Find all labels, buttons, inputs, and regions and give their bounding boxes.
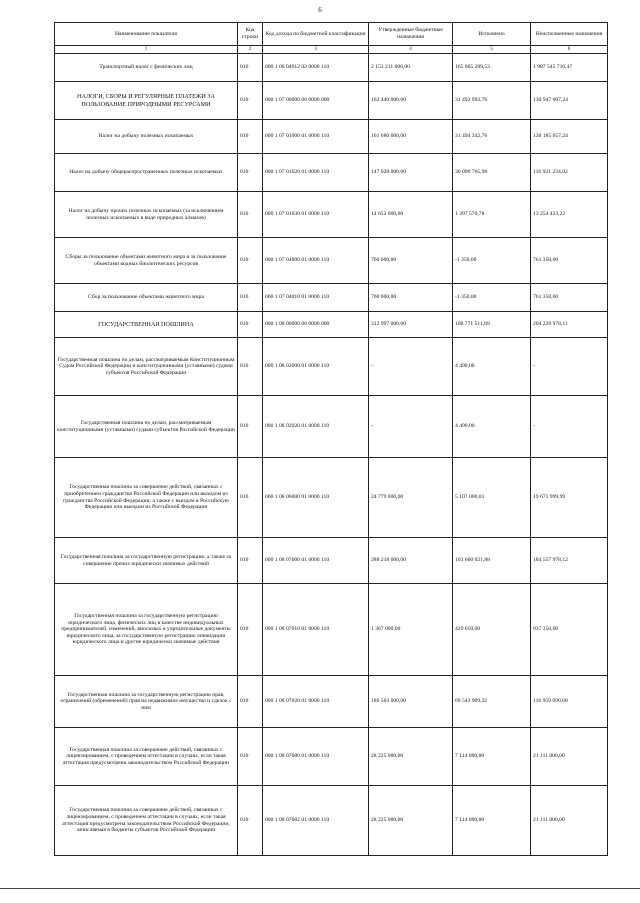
line-code: 010 — [238, 312, 263, 338]
line-code: 010 — [238, 192, 263, 238]
approved-value: 28 225 000,00 — [369, 728, 453, 786]
line-code: 010 — [238, 396, 263, 458]
approved-value: 760 000,00 — [369, 284, 453, 312]
line-code: 010 — [238, 728, 263, 786]
table-row — [55, 120, 608, 154]
unexecuted-value: 761 350,00 — [531, 284, 608, 312]
table-row — [55, 584, 608, 676]
income-code: 000 1 08 07080 01 0000 110 — [263, 728, 369, 786]
table-row — [55, 312, 608, 338]
indicator-name: НАЛОГИ, СБОРЫ И РЕГУЛЯРНЫЕ ПЛАТЕЖИ ЗА ПОЛЬЗОВАНИЕ ПРИРОДНЫМИ РЕСУРСАМИ — [55, 82, 238, 120]
column-number: 1 — [55, 46, 238, 54]
approved-value: 24 779 000,00 — [369, 458, 453, 538]
indicator-name: Сбор за пользование объектами животного мира — [55, 284, 238, 312]
unexecuted-value: 21 111 000,00 — [531, 786, 608, 856]
line-code: 010 — [238, 786, 263, 856]
approved-value: 162 440 000,00 — [369, 82, 453, 120]
column-number: 6 — [531, 46, 608, 54]
executed-value: 30 096 765,98 — [453, 154, 531, 192]
table-row — [55, 192, 608, 238]
table-row — [55, 676, 608, 728]
indicator-name: Государственная пошлина за совершение действий, связанных с лицензированием, с проведением аттестации в случаях, если такая аттестация предусмотрена законодательством Российской Федерации — [55, 728, 238, 786]
approved-value: 288 218 000,00 — [369, 538, 453, 584]
executed-value: 31 492 992,76 — [453, 82, 531, 120]
approved-value: 161 680 000,00 — [369, 120, 453, 154]
executed-value: 1 397 576,78 — [453, 192, 531, 238]
unexecuted-value: 21 111 000,00 — [531, 728, 608, 786]
table-row — [55, 284, 608, 312]
indicator-name: Сборы за пользование объектами животного мира и за пользование объектами водных биологических ресурсов — [55, 238, 238, 284]
line-code: 010 — [238, 284, 263, 312]
table-row — [55, 338, 608, 396]
table-row — [55, 82, 608, 120]
indicator-name: ГОСУДАРСТВЕННАЯ ПОШЛИНА — [55, 312, 238, 338]
income-code: 000 1 06 04012 02 0000 110 — [263, 54, 369, 82]
line-code: 010 — [238, 458, 263, 538]
income-code: 000 1 08 00000 00 0000 000 — [263, 312, 369, 338]
executed-value: 429 650,00 — [453, 584, 531, 676]
income-code: 000 1 07 00000 00 0000 000 — [263, 82, 369, 120]
unexecuted-value: 204 229 978,11 — [531, 312, 608, 338]
unexecuted-value: 116 959 090,68 — [531, 676, 608, 728]
indicator-name: Государственная пошлина по делам, рассматриваемым Конституционным Судом Российской Федерации и конституционными (уставными) судами субъектов Российской Федерации — [55, 338, 238, 396]
executed-value: 4 490,00 — [453, 396, 531, 458]
income-code: 000 1 07 01020 01 0000 110 — [263, 154, 369, 192]
indicator-name: Государственная пошлина за государственную регистрацию юридического лица, физических лиц в качестве индивидуальных предпринимателей, изменений, вносимых в учредительные документы юридического лица, за государственную регистрацию ликвидации юридического лица и другие юридически значимые действия — [55, 584, 238, 676]
indicator-name: Государственная пошлина за совершение действий, связанных с лицензированием, с проведением аттестации в случаях, если такая аттестация предусмотрена законодательством Российской Федерации, зачисляемая в бюджеты субъектов Российской Федерации — [55, 786, 238, 856]
executed-value: 4 490,00 — [453, 338, 531, 396]
approved-value: - — [369, 396, 453, 458]
table-row — [55, 54, 608, 82]
column-number: 3 — [263, 46, 369, 54]
approved-value: 760 000,00 — [369, 238, 453, 284]
unexecuted-value: 1 987 545 710,47 — [531, 54, 608, 82]
line-code: 010 — [238, 676, 263, 728]
column-number: 5 — [453, 46, 531, 54]
income-code: 000 1 08 07082 01 0000 110 — [263, 786, 369, 856]
approved-value: 1 367 000,00 — [369, 584, 453, 676]
unexecuted-value: - — [531, 338, 608, 396]
income-code: 000 1 07 01000 01 0000 110 — [263, 120, 369, 154]
income-code: 000 1 08 02000 01 0000 110 — [263, 338, 369, 396]
budget-execution-table — [54, 22, 608, 856]
indicator-name: Государственная пошлина за совершение действий, связанных с приобретением гражданства Российской Федерации или выходом из гражданства Российской Федерации, а также с въездом в Российскую Федерацию или выездом из Российской Федерации — [55, 458, 238, 538]
table-row — [55, 396, 608, 458]
column-number: 4 — [369, 46, 453, 54]
column-number: 2 — [238, 46, 263, 54]
header-executed: Исполнено — [453, 23, 531, 46]
unexecuted-value: - — [531, 396, 608, 458]
unexecuted-value: 116 931 234,02 — [531, 154, 608, 192]
approved-value: - — [369, 338, 453, 396]
executed-value: 69 543 909,32 — [453, 676, 531, 728]
income-code: 000 1 08 02020 01 0000 110 — [263, 396, 369, 458]
indicator-name: Налог на добычу прочих полезных ископаемых (за исключением полезных ископаемых в виде природных алмазов) — [55, 192, 238, 238]
executed-value: 31 494 342,76 — [453, 120, 531, 154]
line-code: 010 — [238, 584, 263, 676]
line-code: 010 — [238, 154, 263, 192]
executed-value: 7 114 000,00 — [453, 728, 531, 786]
header-line-code: Код строки — [238, 23, 263, 46]
approved-value: 186 503 000,00 — [369, 676, 453, 728]
table-row — [55, 238, 608, 284]
indicator-name: Государственная пошлина по делам, рассматриваемым конституционными (уставными) судами субъектов Российской Федерации — [55, 396, 238, 458]
table-header-row — [55, 23, 608, 46]
table-row — [55, 154, 608, 192]
line-code: 010 — [238, 120, 263, 154]
line-code: 010 — [238, 338, 263, 396]
executed-value: 103 660 021,88 — [453, 538, 531, 584]
unexecuted-value: 761 350,00 — [531, 238, 608, 284]
line-code: 010 — [238, 538, 263, 584]
table-row — [55, 786, 608, 856]
income-code: 000 1 08 06000 01 0000 110 — [263, 458, 369, 538]
income-code: 000 1 07 04000 01 0000 110 — [263, 238, 369, 284]
indicator-name: Налог на добычу полезных ископаемых — [55, 120, 238, 154]
unexecuted-value: 19 671 999,99 — [531, 458, 608, 538]
income-code: 000 1 08 07000 01 0000 110 — [263, 538, 369, 584]
executed-value: -1 350,00 — [453, 284, 531, 312]
line-code: 010 — [238, 238, 263, 284]
unexecuted-value: 937 350,00 — [531, 584, 608, 676]
column-number-row — [55, 46, 608, 54]
income-code: 000 1 08 07010 01 0000 110 — [263, 584, 369, 676]
table-row — [55, 458, 608, 538]
line-code: 010 — [238, 82, 263, 120]
indicator-name: Государственная пошлина за государственную регистрацию прав, ограничений (обременений) прав на недвижимое имущество и сделок с ним — [55, 676, 238, 728]
indicator-name: Транспортный налог с физических лиц — [55, 54, 238, 82]
executed-value: -1 350,00 — [453, 238, 531, 284]
unexecuted-value: 13 254 423,22 — [531, 192, 608, 238]
header-indicator-name: Наименование показателя — [55, 23, 238, 46]
approved-value: 147 028 000,00 — [369, 154, 453, 192]
income-code: 000 1 08 07020 01 0000 110 — [263, 676, 369, 728]
approved-value: 2 153 211 000,00 — [369, 54, 453, 82]
executed-value: 7 114 000,00 — [453, 786, 531, 856]
executed-value: 5 107 000,01 — [453, 458, 531, 538]
indicator-name: Налог на добычу общераспространенных полезных ископаемых — [55, 154, 238, 192]
bottom-divider-line — [0, 888, 640, 889]
header-unexecuted: Неисполненные назначения — [531, 23, 608, 46]
header-approved: Утвержденные бюджетные назначения — [369, 23, 453, 46]
income-code: 000 1 07 04010 01 0000 110 — [263, 284, 369, 312]
executed-value: 165 665 289,53 — [453, 54, 531, 82]
table-row — [55, 728, 608, 786]
unexecuted-value: 130 185 657,24 — [531, 120, 608, 154]
indicator-name: Государственная пошлина за государственную регистрацию, а также за совершение прочих юридически значимых действий — [55, 538, 238, 584]
unexecuted-value: 184 557 978,12 — [531, 538, 608, 584]
executed-value: 108 771 511,89 — [453, 312, 531, 338]
unexecuted-value: 130 947 007,24 — [531, 82, 608, 120]
income-code: 000 1 07 01030 01 0000 110 — [263, 192, 369, 238]
table-row — [55, 538, 608, 584]
page-number: 6 — [318, 6, 322, 14]
line-code: 010 — [238, 54, 263, 82]
header-income-code: Код дохода по бюджетной классификации — [263, 23, 369, 46]
approved-value: 312 997 000,00 — [369, 312, 453, 338]
approved-value: 14 652 000,00 — [369, 192, 453, 238]
approved-value: 28 225 000,00 — [369, 786, 453, 856]
